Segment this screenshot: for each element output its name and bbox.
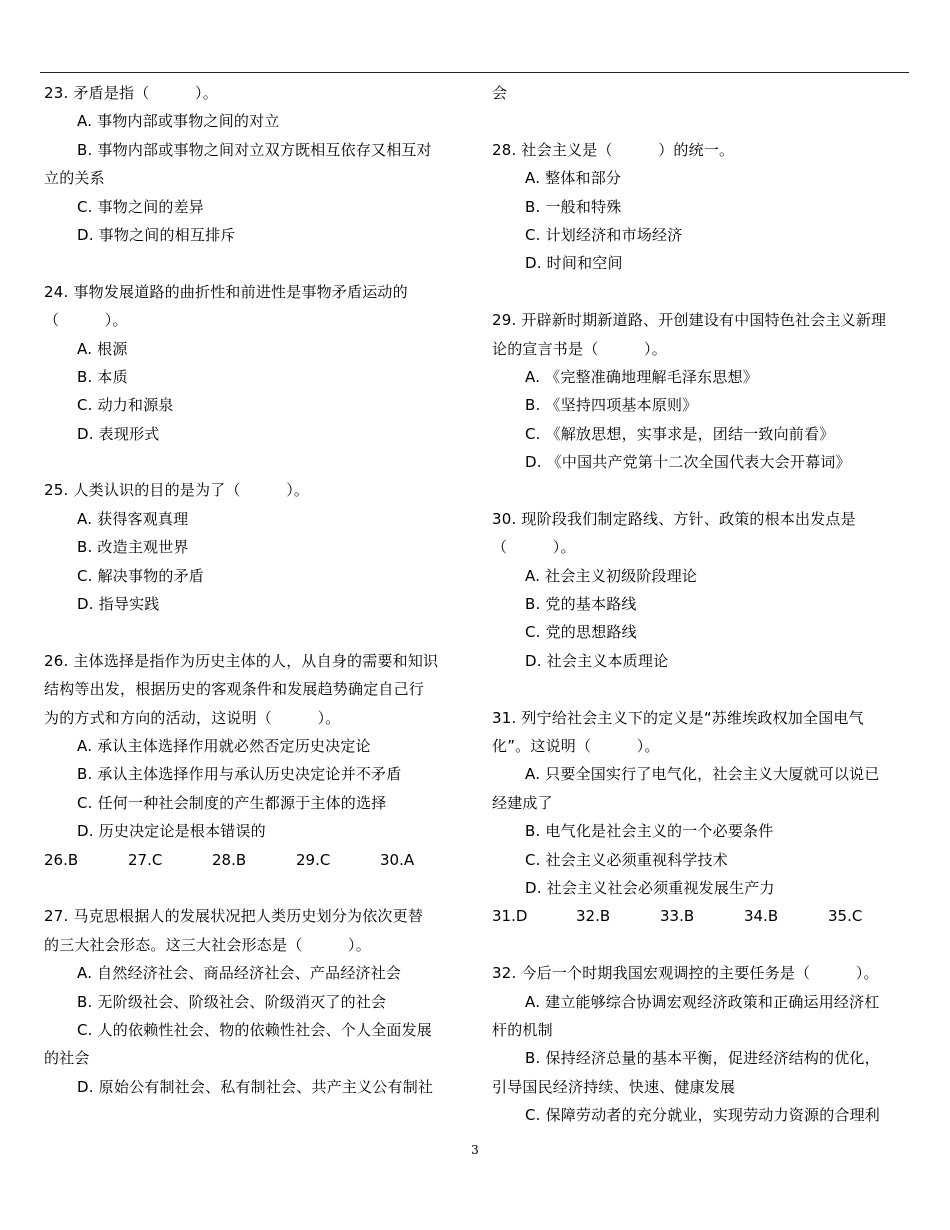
answer-option: B. 《坚持四项基本原则》 <box>525 396 698 415</box>
answer-option: A. 《完整准确地理解毛泽东思想》 <box>525 367 758 386</box>
answer-key-item: 28.B <box>212 850 247 869</box>
right-column <box>492 79 912 1129</box>
text-continuation: 引导国民经济持续、快速、健康发展 <box>492 1077 736 1096</box>
text-continuation: （ ）。 <box>44 311 128 330</box>
answer-key-row <box>492 902 912 930</box>
spacer <box>492 476 912 504</box>
answer-option: D. 指导实践 <box>77 595 160 614</box>
header-rule <box>40 72 909 73</box>
answer-option: B. 党的基本路线 <box>525 595 637 614</box>
answer-key-item: 35.C <box>828 907 863 926</box>
question-stem: 27. 马克思根据人的发展状况把人类历史划分为依次更替 <box>44 907 424 926</box>
text-continuation: 的三大社会形态。这三大社会形态是（ ）。 <box>44 935 371 954</box>
answer-key-item: 29.C <box>296 850 331 869</box>
answer-option: B. 一般和特殊 <box>525 197 622 216</box>
answer-option: B. 事物内部或事物之间对立双方既相互依存又相互对 <box>77 140 432 159</box>
answer-key-item: 32.B <box>576 907 611 926</box>
answer-option: D. 历史决定论是根本错误的 <box>77 822 266 841</box>
answer-option: B. 本质 <box>77 367 128 386</box>
answer-option: C. 《解放思想，实事求是，团结一致向前看》 <box>525 424 835 443</box>
answer-option: D. 社会主义社会必须重视发展生产力 <box>525 878 775 897</box>
question-stem: 25. 人类认识的目的是为了（ ）。 <box>44 481 310 500</box>
spacer <box>492 675 912 703</box>
answer-option: C. 事物之间的差异 <box>77 197 205 216</box>
question-stem: 30. 现阶段我们制定路线、方针、政策的根本出发点是 <box>492 509 856 528</box>
answer-option: C. 社会主义必须重视科学技术 <box>525 850 729 869</box>
answer-option: C. 保障劳动者的充分就业，实现劳动力资源的合理利 <box>525 1106 881 1125</box>
answer-key-row <box>44 846 464 874</box>
answer-option: C. 动力和源泉 <box>77 396 174 415</box>
answer-option: A. 建立能够综合协调宏观经济政策和正确运用经济杠 <box>525 992 880 1011</box>
page-number: 3 <box>471 1143 479 1157</box>
answer-option: A. 只要全国实行了电气化，社会主义大厦就可以说已 <box>525 765 880 784</box>
answer-option: C. 计划经济和市场经济 <box>525 225 683 244</box>
answer-key-item: 30.A <box>380 850 415 869</box>
answer-option: A. 整体和部分 <box>525 169 622 188</box>
answer-option: D. 表现形式 <box>77 424 160 443</box>
answer-option: B. 改造主观世界 <box>77 538 189 557</box>
answer-option: D. 事物之间的相互排斥 <box>77 225 236 244</box>
answer-option: C. 人的依赖性社会、物的依赖性社会、个人全面发展 <box>77 1020 433 1039</box>
answer-option: B. 无阶级社会、阶级社会、阶级消灭了的社会 <box>77 992 387 1011</box>
question-stem: 23. 矛盾是指（ ）。 <box>44 84 218 102</box>
answer-key-item: 34.B <box>744 907 779 926</box>
answer-option: B. 承认主体选择作用与承认历史决定论并不矛盾 <box>77 765 402 784</box>
answer-option: C. 党的思想路线 <box>525 623 637 642</box>
answer-key-item: 31.D <box>492 907 528 926</box>
answer-key-item: 26.B <box>44 850 79 869</box>
question-stem: 29. 开辟新时期新道路、开创建设有中国特色社会主义新理 <box>492 311 887 330</box>
text-continuation: 经建成了 <box>492 793 553 812</box>
answer-key-item: 33.B <box>660 907 695 926</box>
answer-option: D. 社会主义本质理论 <box>525 651 669 670</box>
spacer <box>492 278 912 306</box>
question-stem: 32. 今后一个时期我国宏观调控的主要任务是（ ）。 <box>492 964 879 983</box>
spacer <box>44 249 464 277</box>
text-continuation: （ ）。 <box>492 538 576 557</box>
spacer <box>44 874 464 902</box>
text-continuation: 的社会 <box>44 1049 90 1068</box>
text-continuation: 为的方式和方向的活动，这说明（ ）。 <box>44 708 341 727</box>
text-continuation: 立的关系 <box>44 169 105 188</box>
spacer <box>492 931 912 959</box>
answer-option: C. 任何一种社会制度的产生都源于主体的选择 <box>77 793 387 812</box>
text-continuation: 论的宣言书是（ ）。 <box>492 339 667 358</box>
spacer <box>492 107 912 135</box>
answer-option: D. 原始公有制社会、私有制社会、共产主义公有制社 <box>77 1077 434 1096</box>
answer-option: A. 根源 <box>77 339 128 358</box>
answer-option: B. 保持经济总量的基本平衡，促进经济结构的优化， <box>525 1049 880 1068</box>
answer-option: D. 《中国共产党第十二次全国代表大会开幕词》 <box>525 453 851 472</box>
text-continuation: 化”。这说明（ ）。 <box>492 736 660 755</box>
question-stem: 28. 社会主义是（ ）的统一。 <box>492 140 735 159</box>
text-continuation: 结构等出发，根据历史的客观条件和发展趋势确定自己行 <box>44 680 425 699</box>
question-stem: 24. 事物发展道路的曲折性和前进性是事物矛盾运动的 <box>44 282 408 301</box>
left-column <box>44 79 464 1101</box>
question-stem: 31. 列宁给社会主义下的定义是“苏维埃政权加全国电气 <box>492 708 864 727</box>
answer-option: B. 电气化是社会主义的一个必要条件 <box>525 822 774 841</box>
answer-option: D. 时间和空间 <box>525 254 623 273</box>
spacer <box>44 618 464 646</box>
answer-option: A. 社会主义初级阶段理论 <box>525 566 698 585</box>
question-stem: 26. 主体选择是指作为历史主体的人，从自身的需要和知识 <box>44 651 439 670</box>
spacer <box>44 448 464 476</box>
answer-option: A. 承认主体选择作用就必然否定历史决定论 <box>77 736 371 755</box>
answer-option: A. 事物内部或事物之间的对立 <box>77 112 280 131</box>
text-continuation: 会 <box>492 84 508 102</box>
answer-key-item: 27.C <box>128 850 163 869</box>
answer-option: A. 获得客观真理 <box>77 509 189 528</box>
text-continuation: 杆的机制 <box>492 1020 553 1039</box>
answer-option: C. 解决事物的矛盾 <box>77 566 205 585</box>
answer-option: A. 自然经济社会、商品经济社会、产品经济社会 <box>77 964 402 983</box>
